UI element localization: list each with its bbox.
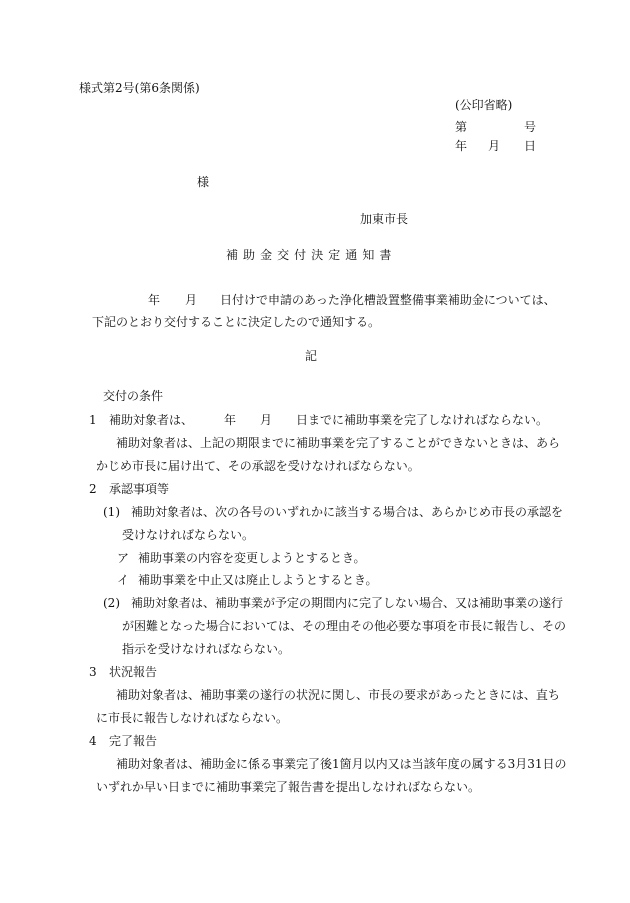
item-2-title: 承認事項等 [109, 482, 170, 496]
item-2-sub-2-line-1: 補助対象者は、補助事業が予定の期間内に完了しない場合、又は補助事業の遂行 [131, 596, 564, 610]
item-4-line-2: いずれか早い日までに補助事業完了報告書を提出しなければならない。 [96, 780, 481, 794]
document-title: 補助金交付決定通知書 [226, 248, 397, 262]
date-day: 日 [524, 139, 537, 153]
intro-line-2: 下記のとおり交付することに決定したので通知する。 [92, 315, 381, 329]
item-1-tail: 日までに補助事業を完了しなければならない。 [296, 413, 549, 427]
item-2-a-label: ア [117, 551, 130, 565]
item-2-sub-1-number: (1) [103, 505, 120, 519]
doc-number-prefix: 第 [455, 120, 468, 134]
item-1-lead: 補助対象者は、 [109, 413, 194, 427]
item-1-number: 1 [89, 413, 97, 427]
item-4-line-1: 補助対象者は、補助金に係る事業完了後1箇月以内又は当該年度の属する3月31日の [116, 757, 567, 771]
ki-marker: 記 [305, 349, 318, 363]
addressee-honorific: 様 [197, 175, 210, 189]
item-3-title: 状況報告 [109, 665, 158, 679]
date-month: 月 [488, 139, 501, 153]
issuer-name: 加東市長 [360, 212, 409, 226]
item-2-i-label: イ [117, 573, 130, 587]
item-3-line-1: 補助対象者は、補助事業の遂行の状況に関し、市長の要求があったときには、直ち [116, 688, 560, 702]
seal-omitted-note: (公印省略) [455, 98, 513, 112]
doc-number-suffix: 号 [524, 120, 537, 134]
date-year: 年 [455, 139, 468, 153]
item-4-title: 完了報告 [109, 734, 158, 748]
item-4-number: 4 [89, 734, 97, 748]
item-2-number: 2 [89, 482, 97, 496]
conditions-heading: 交付の条件 [103, 389, 164, 403]
form-number: 様式第2号(第6条関係) [79, 81, 200, 95]
item-2-a-text: 補助事業の内容を変更しようとするとき。 [138, 551, 366, 565]
item-2-i-text: 補助事業を中止又は廃止しようとするとき。 [138, 573, 378, 587]
item-1-year: 年 [224, 413, 237, 427]
item-2-sub-2-line-2: が困難となった場合においては、その理由その他必要な事項を市長に報告し、その [122, 619, 567, 633]
item-1-month: 月 [260, 413, 273, 427]
item-2-sub-1-line-1: 補助対象者は、次の各号のいずれかに該当する場合は、あらかじめ市長の承認を [131, 505, 564, 519]
item-2-sub-1-line-2: 受けなければならない。 [122, 528, 255, 542]
item-3-line-2: に市長に報告しなければならない。 [96, 711, 289, 725]
item-1-para-line-2: かじめ市長に届け出て、その承認を受けなければならない。 [96, 459, 420, 473]
intro-month: 月 [185, 293, 198, 307]
item-3-number: 3 [89, 665, 97, 679]
intro-year: 年 [148, 293, 161, 307]
item-1-para-line-1: 補助対象者は、上記の期限までに補助事業を完了することができないときは、あら [116, 436, 561, 450]
item-2-sub-2-number: (2) [103, 596, 120, 610]
intro-line-1: 日付けで申請のあった浄化槽設置整備事業補助金については、 [220, 293, 556, 307]
item-2-sub-2-line-3: 指示を受けなければならない。 [122, 642, 291, 656]
